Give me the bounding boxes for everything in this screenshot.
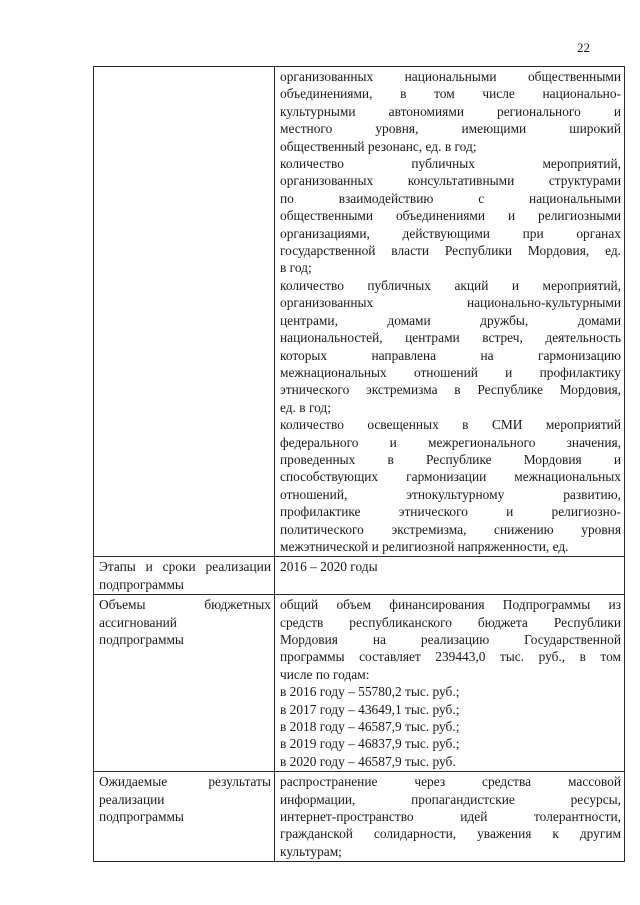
row-content-line: межнациональных отношений и профилактику xyxy=(280,364,621,380)
row-content-line: в 2017 году – 43649,1 тыс. руб.; xyxy=(280,701,460,717)
table-row xyxy=(94,772,625,862)
row-content-line: государственной власти Республики Мордовия, ед. xyxy=(280,243,621,259)
row-content-line: по взаимодействию с национальными xyxy=(280,190,621,206)
row-label-line: подпрограммы xyxy=(99,632,184,647)
row-content-line: организованных национальными общественными xyxy=(280,69,621,84)
row-content-line: общественными объединениями и религиозными xyxy=(280,208,621,224)
passport-table xyxy=(93,66,625,862)
row-label-line: Ожидаемые результаты xyxy=(99,774,271,790)
row-content-line: которых направлена на гармонизацию xyxy=(280,347,621,363)
row-content-line: средств республиканского бюджета Республики xyxy=(280,614,621,630)
row-label-line: реализации xyxy=(99,791,165,807)
table-row xyxy=(94,557,625,595)
row-content-line: этнического экстремизма в Республике Мордовия, xyxy=(280,382,621,398)
table-row xyxy=(94,67,625,557)
row-content-line: национальностей, центрами встреч, деятельность xyxy=(280,330,621,346)
row-content-line: культурными автономиями регионального и xyxy=(280,103,621,119)
row-label-line: подпрограммы xyxy=(99,809,184,825)
row-content-cell xyxy=(275,595,625,772)
row-content-line: политического экстремизма, снижению уровня xyxy=(280,521,621,537)
row-content-line: общий объем финансирования Подпрограммы из xyxy=(280,597,621,613)
row-content-line: в 2020 году – 46587,9 тыс. руб. xyxy=(280,753,456,769)
row-label-cell xyxy=(94,67,275,557)
row-content-line: 2016 – 2020 годы xyxy=(280,559,378,575)
row-content-line: профилактике этнического и религиозно- xyxy=(280,504,621,520)
row-label-cell xyxy=(94,557,275,595)
table-row xyxy=(94,595,625,772)
row-content-line: проведенных в Республике Мордовия и xyxy=(280,451,621,467)
row-content-line: местного уровня, имеющими широкий xyxy=(280,121,621,137)
page-number: 22 xyxy=(577,40,590,55)
row-content-line: центрами, домами дружбы, домами xyxy=(280,312,621,328)
row-label-cell xyxy=(94,595,275,772)
row-label-line: подпрограммы xyxy=(99,576,184,592)
row-content-line: общественный резонанс, ед. в год; xyxy=(280,138,477,154)
row-content-line: количество публичных акций и мероприятий, xyxy=(280,277,621,293)
row-content-cell xyxy=(275,772,625,862)
row-content-line: в 2016 году – 55780,2 тыс. руб.; xyxy=(280,684,460,700)
row-content-line: в год; xyxy=(280,260,312,276)
row-content-line: федерального и межрегионального значения, xyxy=(280,434,621,450)
row-content-line: межэтнической и религиозной напряженности, ед. xyxy=(280,538,569,554)
row-content-line: в 2019 году – 46837,9 тыс. руб.; xyxy=(280,736,460,752)
row-content-line: организациями, действующими при органах xyxy=(280,225,621,241)
table-body xyxy=(94,67,625,862)
row-content-line: количество освещенных в СМИ мероприятий xyxy=(280,417,621,433)
row-label-line: Этапы и сроки реализации xyxy=(99,559,271,575)
row-content-line: Мордовия на реализацию Государственной xyxy=(280,632,621,647)
row-content-line: отношений, этнокультурному развитию, xyxy=(280,486,621,502)
row-content-line: в 2018 году – 46587,9 тыс. руб.; xyxy=(280,719,460,735)
row-content-line: интернет-пространство идей толерантности, xyxy=(280,809,621,825)
row-content-line: информации, пропагандистские ресурсы, xyxy=(280,791,621,807)
row-content-line: способствующих гармонизации межнациональных xyxy=(280,469,621,485)
row-label-line: ассигнований xyxy=(99,614,177,630)
row-content-line: числе по годам: xyxy=(280,666,370,682)
row-content-line: культурам; xyxy=(280,843,342,859)
row-content-cell xyxy=(275,557,625,595)
row-content-line: организованных консультативными структурами xyxy=(280,173,621,189)
row-content-line: количество публичных мероприятий, xyxy=(280,156,621,172)
row-content-line: распространение через средства массовой xyxy=(280,774,621,790)
row-content-line: ед. в год; xyxy=(280,399,331,415)
row-content-line: объединениями, в том числе национально- xyxy=(280,86,621,102)
row-label-cell xyxy=(94,772,275,862)
row-content-cell xyxy=(275,67,625,557)
row-label-line: Объемы бюджетных xyxy=(99,597,271,613)
row-content-line: программы составляет 239443,0 тыс. руб., в том xyxy=(280,649,621,665)
row-content-line: гражданской солидарности, уважения к другим xyxy=(280,826,621,842)
row-content-line: организованных национально-культурными xyxy=(280,295,621,311)
